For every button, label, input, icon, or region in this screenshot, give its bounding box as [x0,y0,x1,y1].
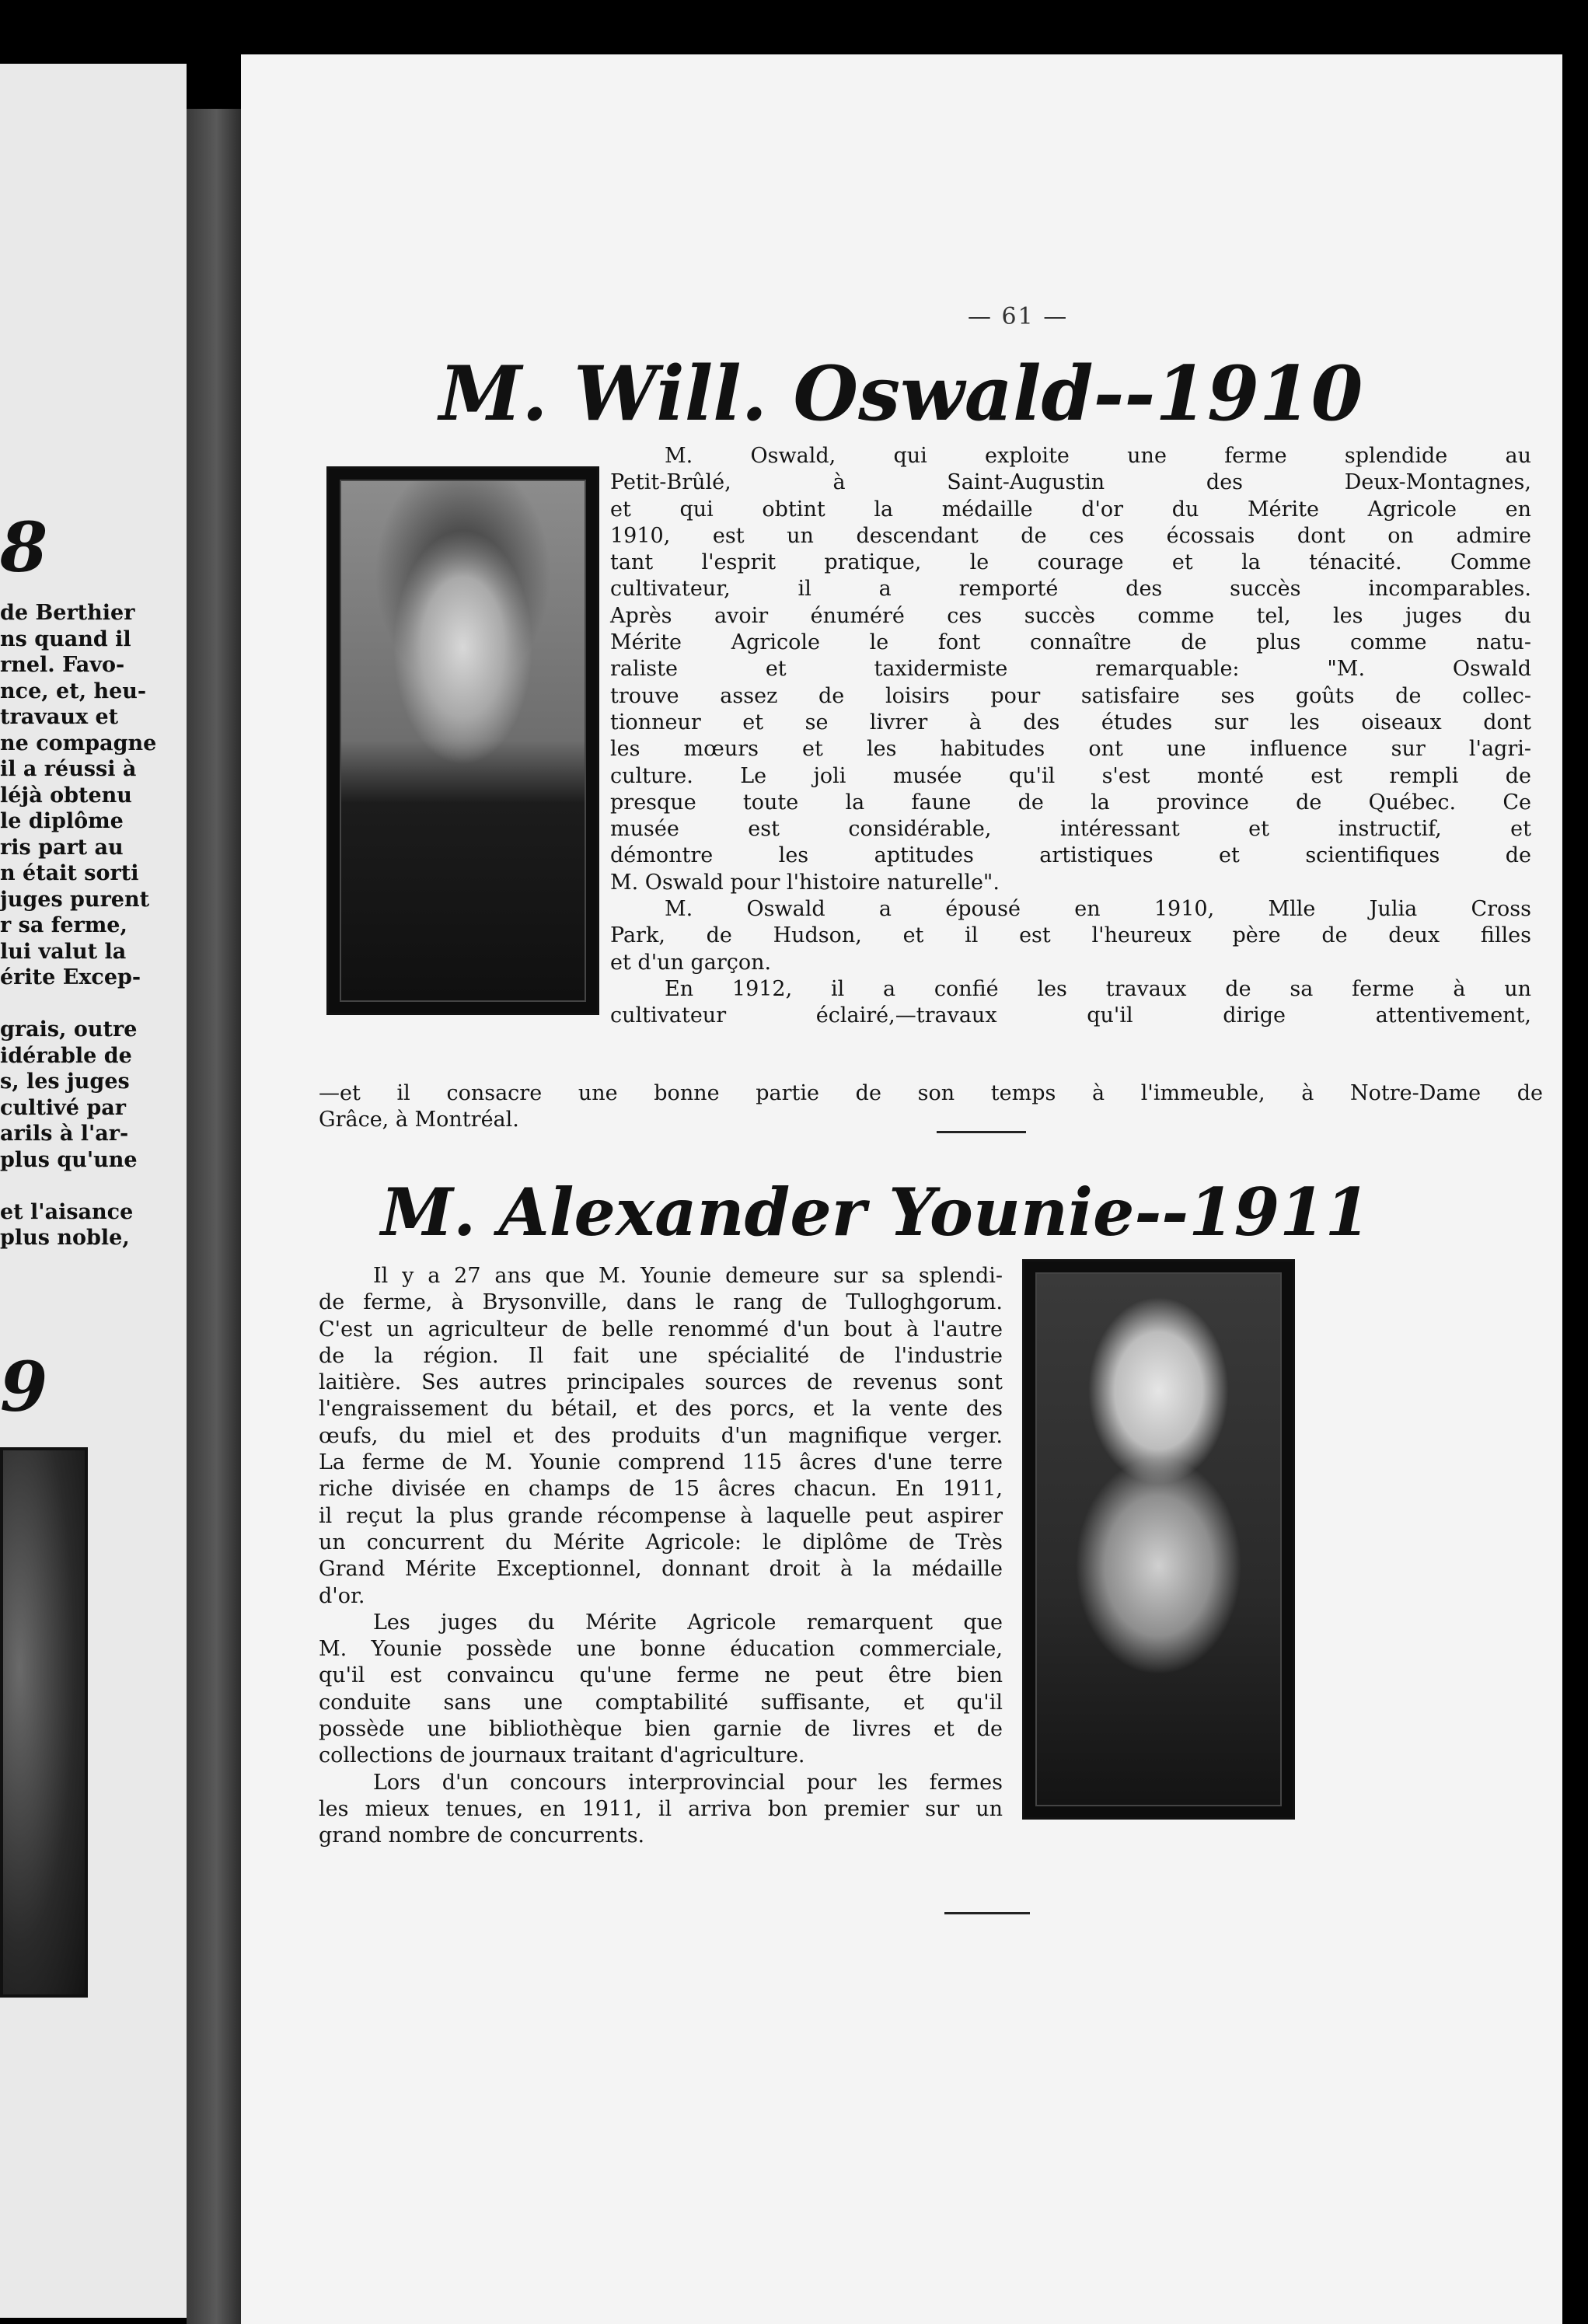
text-line: un concurrent du Mérite Agricole: le diplôme de Très [319,1530,1003,1555]
book-spine [187,109,241,2324]
portrait-younie-image [1035,1272,1282,1806]
text-line: de la région. Il fait une spécialité de l'industrie [319,1343,1003,1368]
left-page-fragment-line: ris part au [0,835,124,860]
left-page-fragment-line: travaux et [0,705,119,729]
left-page-fragment-line: cultivé par [0,1095,126,1120]
left-page-photo-fragment [0,1447,88,1998]
text-line: tant l'esprit pratique, le courage et la ténacité. Comme [610,550,1531,575]
left-page-fragment-line: le diplôme [0,809,124,833]
end-divider [944,1912,1030,1914]
left-page-fragment-line: arils à l'ar- [0,1122,129,1146]
text-line: et d'un garçon. [610,950,772,975]
text-line: d'or. [319,1583,365,1608]
text-line: Les juges du Mérite Agricole remarquent que [373,1610,1003,1635]
article-body-younie [319,1263,1003,1850]
text-line: La ferme de M. Younie comprend 115 âcres d'une terre [319,1450,1003,1475]
text-line: M. Oswald a épousé en 1910, Mlle Julia Cross [665,897,1531,922]
text-line: presque toute la faune de la province de Québec. Ce [610,790,1531,815]
left-page-fragment-line: érite Excep- [0,965,141,989]
left-page-fragment-line: s, les juges [0,1070,130,1094]
text-line: M. Oswald, qui exploite une ferme splendide au [665,444,1531,468]
text-line: C'est un agriculteur de belle renommé d'un bout à l'autre [319,1317,1003,1342]
text-line: Il y a 27 ans que M. Younie demeure sur sa splendi- [373,1264,1003,1288]
text-line: musée est considérable, intéressant et instructif, et [610,817,1531,842]
left-page-fragment-line: juges purent [0,887,150,912]
text-line: Mérite Agricole le font connaître de plus comme natu- [610,630,1531,655]
left-page-fragment-line: idérable de [0,1043,132,1068]
text-line: conduite sans une comptabilité suffisante, et qu'il [319,1690,1003,1715]
text-line: possède une bibliothèque bien garnie de livres et de [319,1717,1003,1742]
text-line: Grand Mérite Exceptionnel, donnant droit à la médaille [319,1557,1003,1582]
text-line: 1910, est un descendant de ces écossais dont on admire [610,523,1531,548]
text-line: culture. Le joli musée qu'il s'est monté est rempli de [610,763,1531,788]
left-page-fragment-line: grais, outre [0,1017,138,1042]
article-body-oswald [610,443,1531,1030]
text-line: il reçut la plus grande récompense à laquelle peut aspirer [319,1503,1003,1528]
left-page-fragment-line: plus noble, [0,1226,130,1250]
text-line: tionneur et se livrer à des études sur les oiseaux dont [610,710,1531,735]
left-page-fragment-line: r sa ferme, [0,913,127,937]
text-line: démontre les aptitudes artistiques et scientifiques de [610,843,1531,868]
text-line: —et il consacre une bonne partie de son temps à l'immeuble, à Notre-Dame de [319,1081,1543,1105]
left-page-fragment-line: ns quand il [0,626,131,651]
left-page-number-8: 8 [0,507,48,588]
text-line: riche divisée en champs de 15 âcres chacun. En 1911, [319,1477,1003,1502]
article-title-younie: M. Alexander Younie--1911 [381,1174,1370,1251]
left-page-fragment-line: et l'aisance [0,1199,134,1224]
portrait-oswald-image [340,480,586,1002]
article-body-oswald-tail [319,1080,1543,1134]
left-page-fragment-line: léjà obtenu [0,783,132,808]
text-line: les mieux tenues, en 1911, il arriva bon premier sur un [319,1796,1003,1821]
text-line: Après avoir énuméré ces succès comme tel, les juges du [610,603,1531,628]
text-line: Park, de Hudson, et il est l'heureux père de deux filles [610,923,1531,948]
text-line: qu'il est convaincu qu'une ferme ne peut être bien [319,1663,1003,1688]
text-line: En 1912, il a confié les travaux de sa ferme à un [665,976,1531,1001]
text-line: Lors d'un concours interprovincial pour les fermes [373,1770,1003,1795]
text-line: cultivateur, il a remporté des succès incomparables. [610,577,1531,602]
text-line: grand nombre de concurrents. [319,1823,645,1848]
text-line: œufs, du miel et des produits d'un magnifique verger. [319,1423,1003,1448]
text-line: Grâce, à Montréal. [319,1108,519,1132]
left-page-fragment-line: de Berthier [0,601,135,625]
page-number: — 61 — [968,303,1069,330]
left-page-fragment-line: nce, et, heu- [0,679,147,703]
left-page-fragment-line: ne compagne [0,731,157,755]
portrait-oswald [326,466,599,1015]
text-line: de ferme, à Brysonville, dans le rang de Tulloghgorum. [319,1290,1003,1315]
text-line: M. Oswald pour l'histoire naturelle". [610,870,1000,895]
section-divider [937,1131,1026,1133]
text-line: cultivateur éclairé,—travaux qu'il dirige attentivement, [610,1003,1531,1028]
text-line: collections de journaux traitant d'agriculture. [319,1743,805,1768]
text-line: trouve assez de loisirs pour satisfaire ses goûts de collec- [610,683,1531,708]
left-page-fragment-line: n était sorti [0,861,139,885]
left-page-fragment [0,64,187,2318]
left-page-fragment-line: plus qu'une [0,1147,138,1172]
portrait-younie [1022,1259,1295,1820]
text-line: Petit-Brûlé, à Saint-Augustin des Deux-Montagnes, [610,470,1531,495]
text-line: raliste et taxidermiste remarquable: "M. Oswald [610,657,1531,682]
text-line: l'engraissement du bétail, et des porcs, et la vente des [319,1397,1003,1422]
left-page-fragment-line: il a réussi à [0,757,137,781]
right-page [241,54,1562,2324]
article-title-oswald: M. Will. Oswald--1910 [439,350,1363,438]
text-line: les mœurs et les habitudes ont une influence sur l'agri- [610,737,1531,762]
left-page-fragment-line: rnel. Favo- [0,653,125,677]
left-page-number-9: 9 [0,1346,48,1427]
text-line: et qui obtint la médaille d'or du Mérite Agricole en [610,497,1531,522]
left-page-fragment-line: lui valut la [0,939,127,964]
text-line: M. Younie possède une bonne éducation commerciale, [319,1637,1003,1662]
text-line: laitière. Ses autres principales sources de revenus sont [319,1370,1003,1395]
